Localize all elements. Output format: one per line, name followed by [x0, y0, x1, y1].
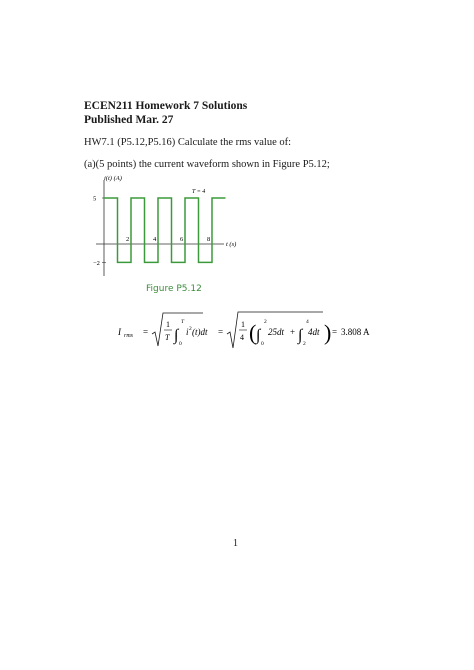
integral-3: ∫ — [298, 327, 303, 344]
integral-2: ∫ — [256, 327, 261, 344]
integral-1: ∫ — [174, 327, 179, 344]
integrand-1-rest: (t)dt — [192, 327, 208, 337]
problem-heading: HW7.1 (P5.12,P5.16) Calculate the rms value of: — [84, 137, 292, 148]
svg-text:2: 2 — [189, 326, 192, 332]
eq-lhs: I — [118, 327, 121, 337]
period-label: T = 4 — [192, 189, 206, 195]
svg-text:=: = — [218, 327, 224, 337]
svg-text:): ) — [324, 320, 332, 345]
frac2-num: 1 — [241, 320, 245, 329]
waveform-line — [104, 198, 226, 262]
int1-upper: T — [181, 319, 185, 325]
y-tick-label: −2 — [93, 259, 100, 267]
frac1-num: 1 — [166, 320, 170, 329]
int3-lower: 2 — [303, 341, 306, 347]
integrand-3: 4dt — [308, 327, 320, 337]
svg-text:+: + — [290, 327, 296, 337]
eq-result: 3.808 A — [341, 327, 370, 337]
svg-text:=: = — [143, 327, 149, 337]
y-axis-label: i(t) (A) — [104, 175, 122, 182]
document-title: ECEN211 Homework 7 Solutions — [84, 100, 248, 112]
integrand-2: 25dt — [268, 327, 285, 337]
frac2-den: 4 — [240, 333, 244, 342]
int2-upper: 2 — [264, 319, 267, 325]
x-tick-label: 8 — [207, 236, 211, 243]
figure-caption: Figure P5.12 — [146, 284, 202, 294]
waveform-figure — [84, 168, 274, 283]
x-tick-label: 6 — [180, 236, 184, 243]
int3-upper: 4 — [306, 319, 309, 325]
svg-text:=: = — [332, 327, 338, 337]
document-subtitle: Published Mar. 27 — [84, 114, 174, 126]
rms-equation — [118, 310, 448, 355]
int2-lower: 0 — [261, 341, 264, 347]
part-a-text: (a)(5 points) the current waveform shown in Figure P5.12; — [84, 159, 330, 170]
frac1-den: T — [165, 333, 170, 342]
x-axis-label: t (s) — [226, 241, 237, 248]
svg-text:(: ( — [249, 320, 257, 345]
int1-lower: 0 — [179, 341, 182, 347]
x-tick-label: 4 — [153, 236, 157, 243]
x-tick-label: 2 — [126, 236, 130, 243]
eq-lhs-sub: rms — [124, 333, 134, 339]
page-number: 1 — [233, 538, 238, 549]
integrand-1: i — [186, 327, 189, 337]
y-tick-label: 5 — [93, 195, 97, 203]
